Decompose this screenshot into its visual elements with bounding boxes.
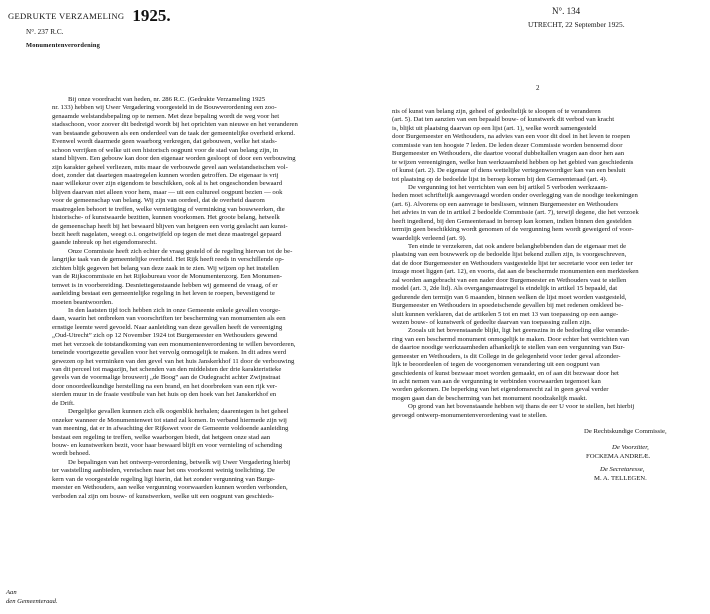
text-line: daan, waarin het ontbreken van voorschriften ter bescherming van monumenten als een [52,315,286,323]
text-line: wezen bouw- of kunstwerk of gedeelte daarvan van toepassing zullen zijn. [392,318,592,326]
text-column-left [52,96,352,501]
text-line: nr. 133) hebben wij Uwer Vergadering voorgesteld in de Bouwverordening een zoo- [52,104,277,112]
text-line: inzage moet liggen (art. 12), en voorts, dat aan de beschermde monumenten een merkteeken [392,268,639,276]
text-line: teneinde voortgezette gevallen voor het vervolg onmogelijk te maken. In dit adres werd [52,349,287,357]
text-line: stand blijven. Een gebouw kan door den eigenaar worden gesloopt of door een verbouwing [52,155,296,163]
text-line: bezit heeft nagelaten, weegt o.i. ongetwijfeld op tegen de met deze maatregel gepaard [52,231,282,238]
text-line: van bestaande gebouwen als een onderdeel van de taak der gemeentelijke overheid erkend. [52,129,296,137]
addressee-line-2: den Gemeenteraad. [6,598,58,605]
text-line: de Drift. [52,399,75,407]
place-date: UTRECHT, 22 September 1925. [528,20,625,29]
text-line: van meening, dat er in afwachting der Rijkswet voor de Gemeente voldoende aanleiding [52,425,289,433]
text-line: de gemeenschap heeft bij het bewaard blijven van hetgeen een vorig geslacht aan kunst- [52,222,288,230]
text-line: doet, zonder dat daartegen maatregelen kunnen worden getroffen. De eigenaar is vrij [52,171,279,179]
text-line: (art. 6). Alvorens op een aanvrage te beslissen, winnen Burgemeester en Wethouders [392,200,619,208]
chair-title: De Voorzitter, [612,444,649,451]
text-line: waardelijk verleend (art. 9). [392,234,467,242]
text-line: model (art. 3, 2de lid). Als overgangsmaatregel is eindelijk in artikel 15 bepaald, dat [392,285,618,293]
text-line: onzeker wanneer de Monumentenwet tot stand zal komen. In verband hiermede zijn wij [52,416,287,424]
text-line: blijven daarvan niet alleen voor hem, maar — uit een cultureel oogpunt bezien — ook [52,188,283,196]
text-line: dat de door Burgemeester en Wethouders vastgestelde lijst ter secretarie voor een ieder ter [392,259,633,267]
text-line: genaamde welstandsbepaling op te nemen. Met deze bepaling wordt de weg voor het [52,112,280,120]
text-line: nis of kunst van belang zijn, geheel of gedeeltelijk te sloopen of te veranderen [392,108,601,115]
text-line: maatregelen behoort te treffen, welke vernietiging of verminking van bouwwerken, die [52,205,285,213]
text-line: meester en Wethouders, aan welke vergunning voorwaarden kunnen worden verbonden, [52,484,288,492]
text-line: moeten beantwoorden. [52,298,113,306]
text-line: In den laatsten tijd toch hebben zich in onze Gemeente enkele gevallen voorge- [68,306,281,314]
text-line: tot plaatsing op de bedoelde lijst in beroep komen bij den Gemeenteraad (art. 4). [392,175,608,183]
text-line: (art. 5). Dat ten aanzien van een bepaald bouw- of kunstwerk dit verbod van kracht [392,116,615,124]
text-line: ernstige leemte werd gevoeld. Naar aanleiding van deze gevallen heeft de vereeniging [52,323,283,331]
text-line: De vergunning tot het verrichten van een bij artikel 5 verboden werkzaam- [408,183,608,191]
text-line: gedurende den termijn van 6 maanden, binnen welken de lijst moet worden vastgesteld, [392,293,627,301]
text-line: ring van een beschermd monument onmogelijk te maken. Door echter het verrichten van [392,335,630,343]
text-line: gevels van de voormalige brouwerij „de Boog” aan de Oudegracht achter Zwijnstraat [52,374,281,382]
header-left [8,6,368,49]
text-line: sluit kunnen verklaren, dat de artikelen 5 tot en met 13 van toepassing op een aange- [392,310,619,318]
text-line: in acht nemen van aan de vergunning te verbinden voorwaarden tegemoet kan [392,378,601,385]
text-line: „Oud-Utrecht” zich op 12 November 1924 tot Burgemeester en Wethouders gewend [52,332,278,340]
text-line: kern van de voorgestelde regeling ligt hierin, dat het zonder vergunning van Burge- [52,475,276,483]
text-line: commissie van ten hoogste 7 leden. De leden dezer Commissie worden benoemd door [392,141,623,149]
text-line: schoon verrijken of welke uit een historisch oogpunt voor de stad van belang zijn, in [52,146,279,154]
text-line: met het verzoek de totstandkoming van een monumentenverordening te willen bevorderen, [52,340,296,348]
text-line: lijk te beoordeelen of tegen de voorgenomen verandering uit een oogpunt van [392,361,600,369]
text-line: zichten blijk gegeven het belang van deze zaak in te zien. Wij wijzen op het instellen [52,264,279,272]
text-line: Burgemeester en Wethouders in spoedeischende gevallen bij met redenen omkleed be- [392,302,624,310]
text-line: Op grond van het bovenstaande hebben wij thans de eer U voor te stellen, het hierbij [408,403,635,411]
gv-number: N°. 237 R.C. [26,28,64,36]
text-line: gewezen op het verminken van den gevel van het huis Janskerkhof 11 door de verbouwing [52,357,295,365]
collection-year: 1925. [132,6,171,25]
text-line: bestaat een regeling te treffen, welke waarborgen biedt, dat hetgeen onze stad aan [52,433,271,441]
text-line: Burgemeester en Wethouders, die daartoe vooraf dubbeltallen vragen aan door hen aan [392,150,625,158]
text-line: mogen gaan dan de bescherming van het monument noodzakelijk maakt. [392,394,587,402]
text-line: zijn karakter geheel verliezen, mits maar de verbouwde gevel aan welstandseischen vol- [52,163,288,171]
text-line: termijn geen beschikking wordt genomen of de vergunning hem wordt geweigerd of voor- [392,226,634,234]
text-line: de daartoe noodige werkzaamheden afhankelijk te stellen van een vergunning van Bur- [392,344,625,352]
document-number: N°. 134 [552,6,581,16]
text-line: verboden zal zijn om bouw- of kunstwerken, welke uit een oogpunt van geschieds- [52,492,274,500]
text-line: heeft ingediend, bij den Gemeenteraad in beroep kan komen, indien binnen den gestelden [392,217,632,225]
text-line: Ten einde te verzekeren, dat ook andere belanghebbenden dan de eigenaar met de [408,243,627,250]
text-line: Dergelijke gevallen kunnen zich elk oogenblik herhalen; daarentegen is het geheel [68,408,289,416]
text-line: gaande inbreuk op het eigendomsrecht. [52,239,157,247]
text-line: Zooals uit het bovenstaande blijkt, ligt het geenszins in de bedoeling elke verande- [408,327,630,335]
text-line: naar willekeur over zijn eigendom te beschikken, ook al is het ongeschonden bewaard [52,180,283,188]
text-line: het advies in van de in artikel 2 bedoelde Commissie (art. 7), terwijl degene, die het verzoek [392,209,639,217]
text-line: plaatsing van een bouwwerk op de bedoelde lijst bekend zullen zijn, is voorgeschreven, [392,251,627,259]
text-line: zal worden aangebracht van een nader door Burgemeester en Wethouders vast te stellen [392,276,627,284]
secretary-title: De Secretaresse, [600,466,645,473]
collection-title: GEDRUKTE VERZAMELING [8,11,125,21]
text-line: voor de gemeenschap van belang. Wij zijn van oordeel, dat de overheid daarom [52,197,265,205]
text-line: te wijzen vereenigingen, welke hun werkzaamheid hebben op het gebied van geschiedenis [392,158,634,166]
text-line: is, blijkt uit plaatsing daarvan op een lijst (art. 1), welke wordt samengesteld [392,124,597,132]
page-number: 2 [536,84,540,92]
text-line: langrijke taak van de gemeentelijke overheid. Het Rijk heeft reeds in verschillende op- [52,256,284,264]
text-line: geschiedenis of kunst bezwaar moet worden gemaakt, en of aan dit bezwaar door het [392,369,619,377]
text-line: Bij onze voordracht van heden, nr. 286 R.C. (Gedrukte Verzameling 1925 [68,96,266,103]
text-column-right [392,108,692,420]
text-line: worden gekomen. De beperking van het eigendomsrecht zal in geen geval verder [392,386,609,394]
text-line: heden moet schriftelijk aangevraagd worden onder overlegging van de noodige teekeningen [392,192,638,200]
text-line: van de Rijkscommissie en het Rijksbureau voor de Monumentenzorg. Een Monumen- [52,273,282,281]
signature-closing: De Rechtskundige Commissie, [584,428,667,435]
text-line: sierden muur in de fraaie vestibule van het huis op den hoek van het Janskerkhof en [52,391,277,399]
text-line: of kunst (art. 2). De eigenaar of diens wettelijke vertegenwoordiger kan van een besluit [392,167,626,175]
secretary-name: M. A. TELLEGEN. [594,475,647,482]
document-subject: Monumentenverordening [26,42,101,49]
text-line: gemeester en Wethouders, is dit College in de gelegenheid voor ieder geval afzonder- [392,352,621,360]
text-line: door onoordeelkundige herstelling na een brand, en het doorbreken van een rijk ver- [52,382,278,390]
addressee-line-1: Aan [6,589,17,596]
text-line: tenwet is in voorbereiding. Desniettegenstaande hebben wij gemeend de vraag, of er [52,281,278,289]
text-line: bouw- en kunstwerken bezit, voor haar bewaard blijft en voor vernieling of schending [52,441,283,449]
text-line: stadsschoon, voor zoover dit bedreigd wordt bij het oprichten van nieuwe en het veranderen [52,121,298,129]
text-line: De bepalingen van het ontwerp-verordening, betwelk wij Uwer Vergadering hierbij [68,458,291,466]
text-line: Onze Commissie heeft zich echter de vraag gesteld of de regeling hiervan tot de be- [68,247,293,255]
text-line: door Burgemeester en Wethouders, na advies van een voor dit doel in het leven te roepen [392,133,631,141]
text-line: gevoegd ontwerp-monumentenverordening vast te stellen. [392,411,548,419]
chair-name: FOCKEMA ANDREÆ. [586,453,651,460]
text-line: Evenwel wordt daarmede geen waarborg verkregen, dat gebouwen, welke het stads- [52,138,277,146]
text-line: aanleiding bestaat een gemeentelijke regeling in het leven te roepen, bevestigend te [52,290,275,298]
text-line: wordt behoed. [52,450,91,458]
text-line: ter vaststelling aanbieden, vereischen naar het ons voorkomt weinig toelichting. De [52,467,275,475]
text-line: historische- of kunstwaarde bezitten, kunnen voorkomen. Het groote belang, hetwelk [52,214,280,222]
text-line: van dit perceel tot magazijn, het schenden van den middelsten der drie karakteristieke [52,366,282,373]
addressee [6,588,58,606]
